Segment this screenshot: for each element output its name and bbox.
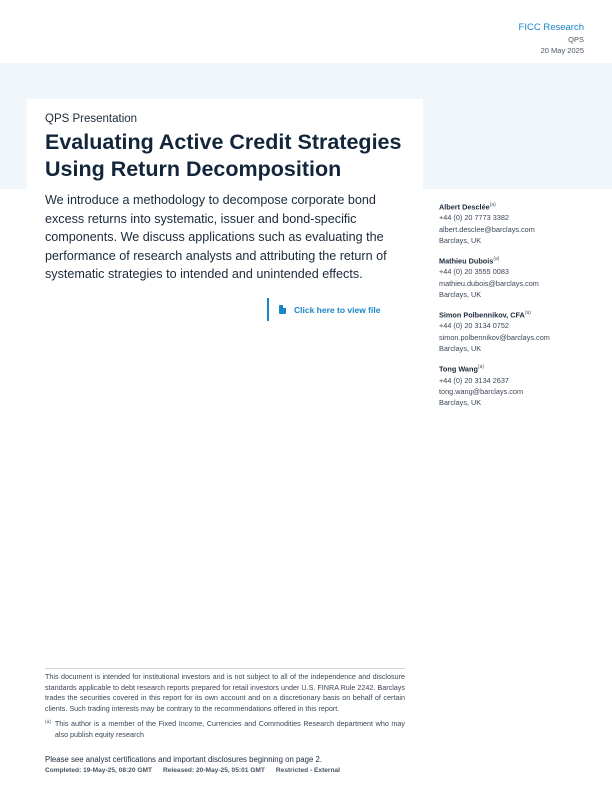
author-footnote [45, 719, 405, 740]
report-type: QPS Presentation [45, 113, 138, 125]
author-location: Barclays, UK [439, 397, 482, 407]
author-location: Barclays, UK [439, 289, 482, 299]
author-phone: +44 (0) 20 3555 0083 [439, 267, 509, 277]
author-name: Albert Desclée [439, 202, 490, 212]
report-header [519, 22, 584, 55]
author-marker: (a) [477, 364, 485, 371]
author-email[interactable]: simon.polbennikov@barclays.com [439, 332, 550, 342]
author-card [439, 308, 599, 354]
author-location: Barclays, UK [439, 343, 482, 353]
file-icon [279, 305, 286, 314]
author-card [439, 362, 599, 408]
author-name: Tong Wang [439, 364, 478, 374]
author-phone: +44 (0) 20 3134 0752 [439, 321, 509, 331]
author-location: Barclays, UK [439, 235, 482, 245]
author-name: Mathieu Dubois [439, 256, 494, 266]
author-card [439, 254, 599, 300]
released-timestamp: Released: 20-May-25, 05:01 GMT [163, 767, 265, 774]
disclaimer [45, 668, 405, 741]
author-email[interactable]: albert.desclee@barclays.com [439, 224, 535, 234]
disclaimer-text: This document is intended for institutional investors and is not subject to all of the independence and disclosure standards applicable to debt research reports prepared for retail investors under U.S. FINRA Rule 2242. Barclays trades the securities covered in this report for its own account and on a discretionary basis on behalf of certain clients. Such trading interests may be contrary to the recommendations offered in this report. [45, 672, 405, 713]
research-unit: QPS [568, 35, 584, 44]
author-name: Simon Polbennikov, CFA [439, 310, 525, 320]
publication-status [45, 767, 340, 774]
author-list [439, 200, 599, 416]
report-title: Evaluating Active Credit Strategies Using Return Decomposition [45, 130, 402, 181]
report-abstract: We introduce a methodology to decompose corporate bond excess returns into systematic, issuer and bond-specific components. We discuss applications such as evaluating the performance of research analysts and attributing the return of systematic strategies to intended and unintended effects. [45, 193, 387, 281]
view-file-link-label: Click here to view file [294, 304, 381, 315]
author-phone: +44 (0) 20 7773 3382 [439, 213, 509, 223]
restriction-label: Restricted - External [275, 767, 341, 774]
author-marker: (a) [489, 202, 496, 208]
research-division: FICC Research [518, 22, 584, 33]
author-card [439, 200, 599, 246]
author-marker: (a) [524, 310, 531, 317]
author-email[interactable]: tong.wang@barclays.com [439, 386, 524, 396]
view-file-link[interactable] [267, 298, 380, 321]
footnote-marker: (a) [45, 720, 51, 726]
publish-date: 20 May 2025 [540, 46, 584, 55]
footnote-text: This author is a member of the Fixed Income, Currencies and Commodities Research department who may also publish equity research [54, 719, 405, 739]
completed-timestamp: Completed: 19-May-25, 08:20 GMT [45, 767, 152, 774]
author-marker: (a) [493, 256, 500, 263]
certifications-note: Please see analyst certifications and important disclosures beginning on page 2. [45, 755, 322, 764]
author-email[interactable]: mathieu.dubois@barclays.com [439, 278, 539, 288]
author-phone: +44 (0) 20 3134 2637 [439, 375, 509, 385]
